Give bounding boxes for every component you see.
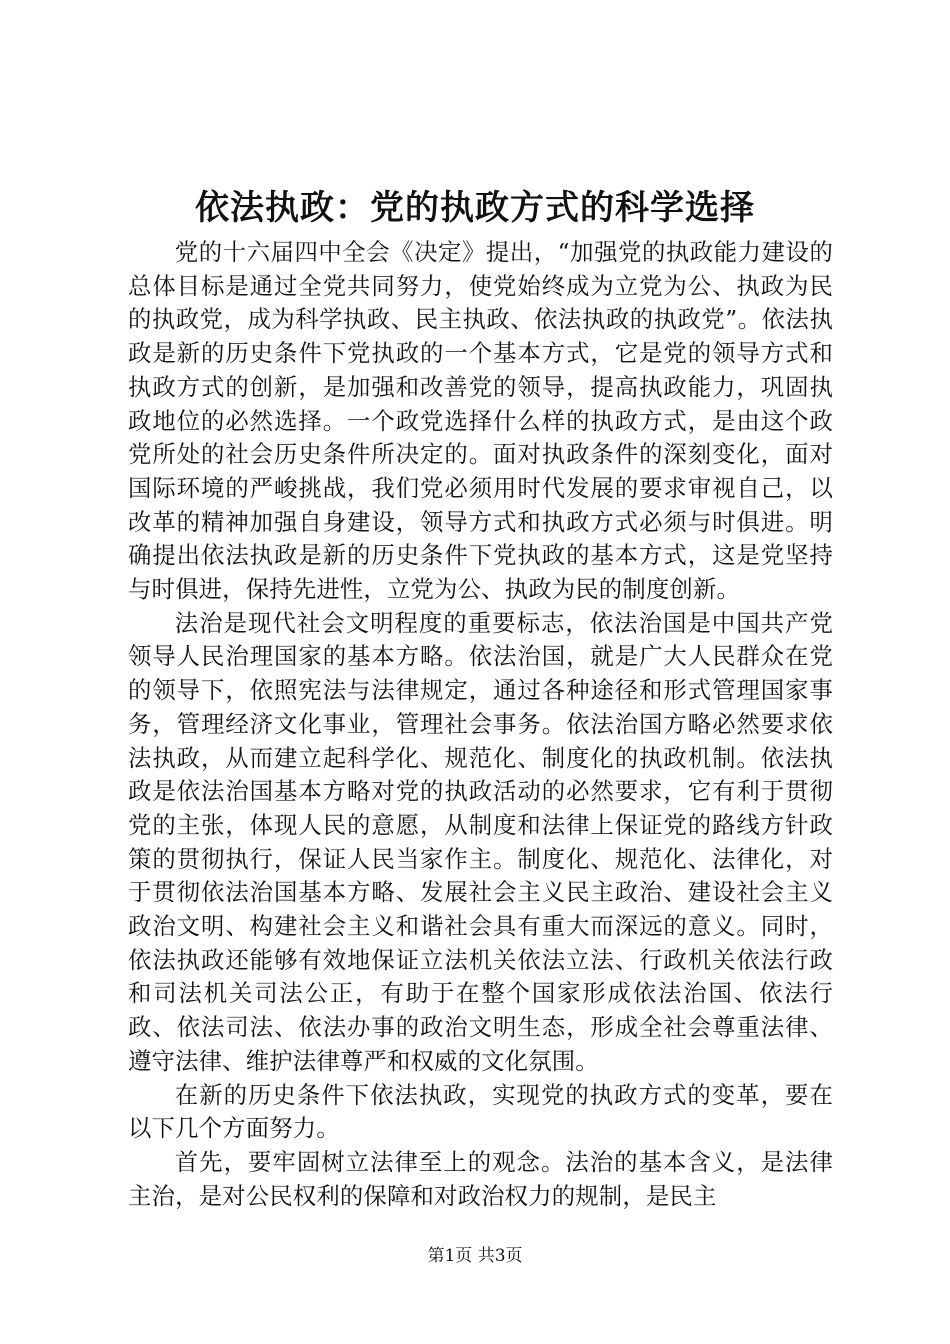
- document-body: [128, 236, 833, 1213]
- paragraph-1: 党的十六届四中全会《决定》提出，“加强党的执政能力建设的总体目标是通过全党共同努力，使党始终成为立党为公、执政为民的执政党，成为科学执政、民主执政、依法执政的执政党”。依法执政是新的历史条件下党执政的一个基本方式，它是党的领导方式和执政方式的创新，是加强和改善党的领导，提高执政能力，巩固执政地位的必然选择。一个政党选择什么样的执政方式，是由这个政党所处的社会历史条件所决定的。面对执政条件的深刻变化，面对国际环境的严峻挑战，我们党必须用时代发展的要求审视自己，以改革的精神加强自身建设，领导方式和执政方式必须与时俱进。明确提出依法执政是新的历史条件下党执政的基本方式，这是党坚持与时俱进，保持先进性，立党为公、执政为民的制度创新。: [128, 238, 833, 604]
- paragraph-3: 在新的历史条件下依法执政，实现党的执政方式的变革，要在以下几个方面努力。: [128, 1080, 833, 1143]
- paragraph-2: 法治是现代社会文明程度的重要标志，依法治国是中国共产党领导人民治理国家的基本方略。依法治国，就是广大人民群众在党的领导下，依照宪法与法律规定，通过各种途径和形式管理国家事务，管理经济文化事业，管理社会事务。依法治国方略必然要求依法执政，从而建立起科学化、规范化、制度化的执政机制。依法执政是依法治国基本方略对党的执政活动的必然要求，它有利于贯彻党的主张，体现人民的意愿，从制度和法律上保证党的路线方针政策的贯彻执行，保证人民当家作主。制度化、规范化、法律化，对于贯彻依法治国基本方略、发展社会主义民主政治、建设社会主义政治文明、构建社会主义和谐社会具有重大而深远的意义。同时，依法执政还能够有效地保证立法机关依法立法、行政机关依法行政和司法机关司法公正，有助于在整个国家形成依法治国、依法行政、依法司法、依法办事的政治文明生态，形成全社会尊重法律、遵守法律、维护法律尊严和权威的文化氛围。: [128, 608, 833, 1075]
- page-footer: 第1页 共3页: [427, 1246, 523, 1266]
- paragraph-4: 首先，要牢固树立法律至上的观念。法治的基本含义，是法律主治，是对公民权利的保障和对政治权力的规制，是民主: [128, 1147, 833, 1210]
- document-title: 依法执政：党的执政方式的科学选择: [195, 188, 755, 228]
